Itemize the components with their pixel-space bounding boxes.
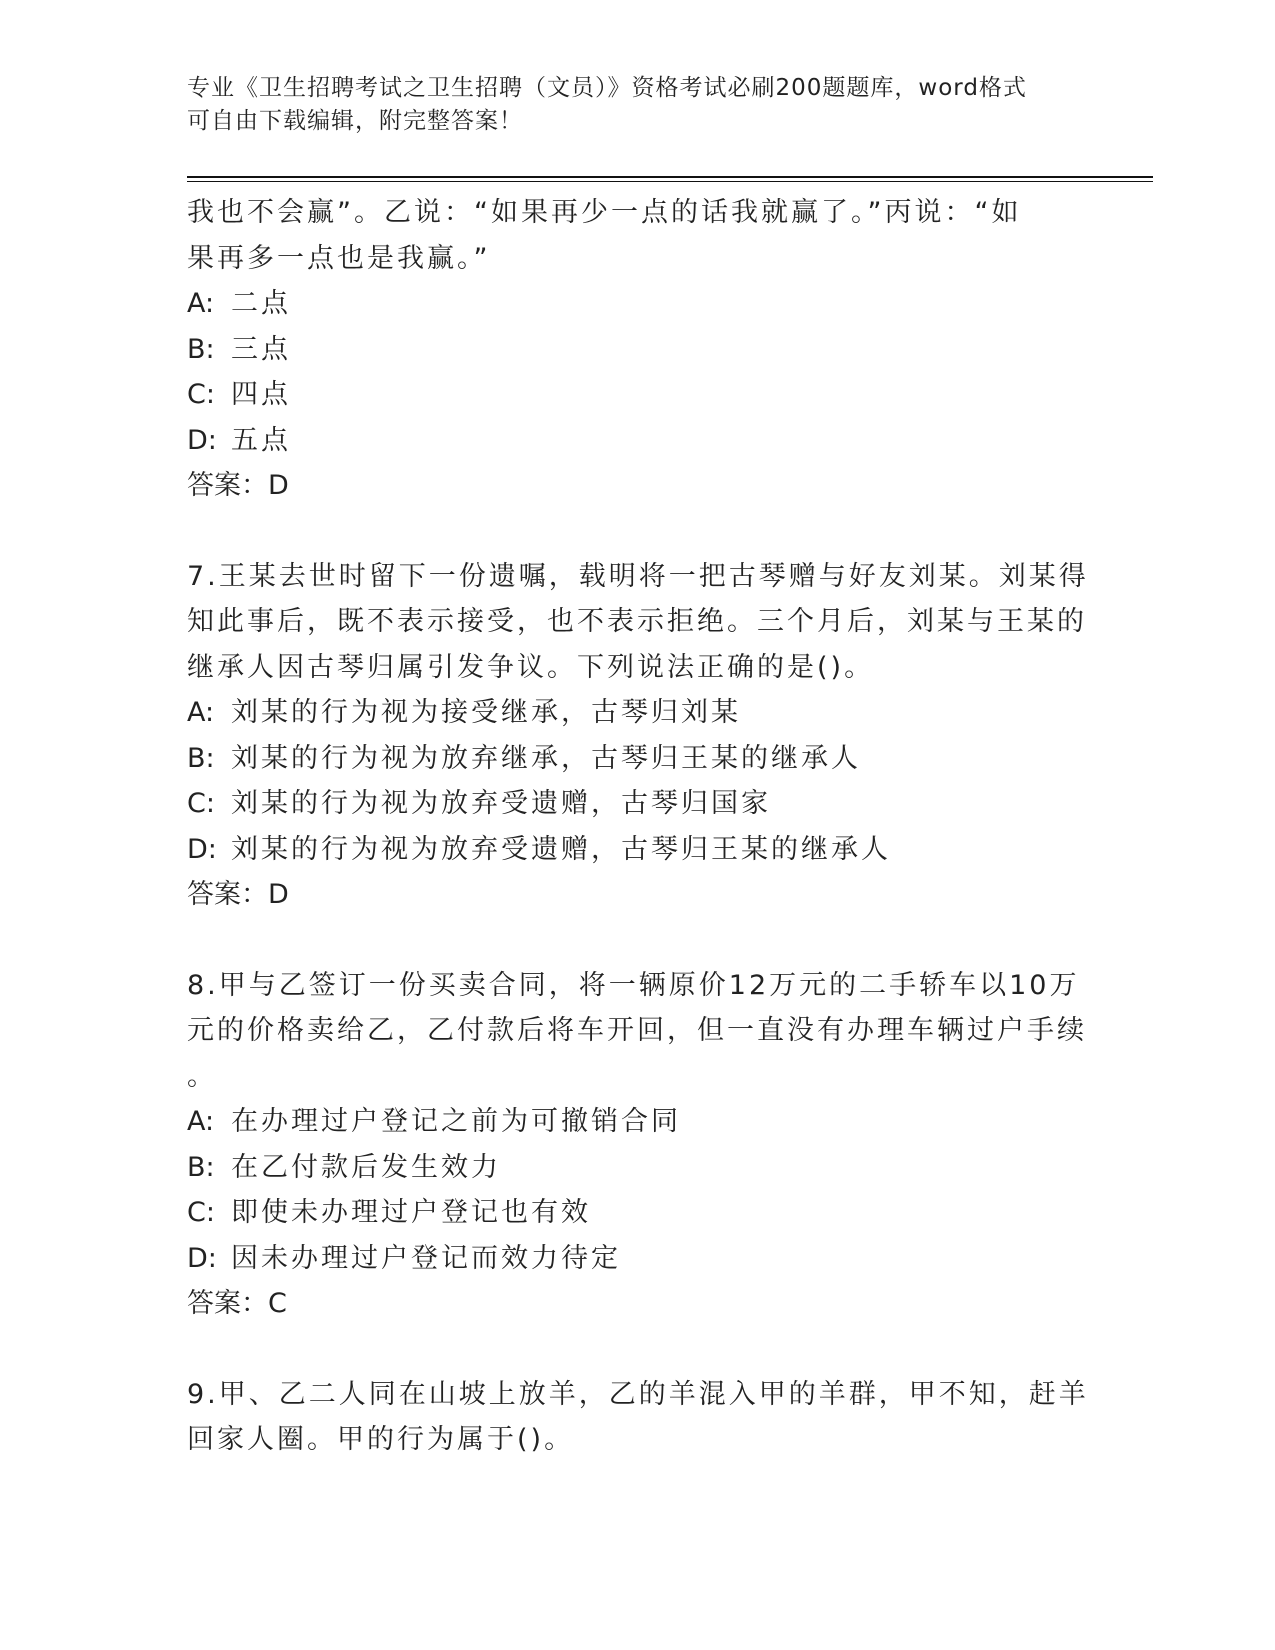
question-stem-line: 7.王某去世时留下一份遗嘱，载明将一把古琴赠与好友刘某。刘某得 — [187, 560, 1089, 592]
option-d — [187, 827, 1067, 873]
question-stem-line: 回家人圈。甲的行为属于()。 — [187, 1424, 575, 1455]
option-text: 在乙付款后发生效力 — [231, 1151, 501, 1183]
answer-line: 答案：C — [187, 1288, 287, 1319]
option-key: B: — [187, 1151, 215, 1183]
option-text: 刘某的行为视为放弃继承，古琴归王某的继承人 — [231, 742, 861, 774]
option-key: A: — [187, 697, 215, 728]
option-key: C: — [187, 1197, 215, 1228]
option-key: C: — [187, 379, 215, 410]
option-text: 刘某的行为视为放弃受遗赠，古琴归王某的继承人 — [231, 833, 891, 865]
option-text: 刘某的行为视为接受继承，古琴归刘某 — [231, 697, 741, 728]
option-key: A: — [187, 288, 215, 319]
option-key: B: — [187, 742, 215, 774]
question-content — [187, 190, 1089, 1463]
question-stem-line: 继承人因古琴归属引发争议。下列说法正确的是()。 — [187, 651, 875, 683]
spacer — [187, 509, 1067, 554]
option-text: 二点 — [231, 288, 291, 319]
option-text: 四点 — [231, 379, 291, 410]
question-block — [187, 963, 1087, 1327]
spacer — [187, 918, 1067, 963]
option-text: 五点 — [231, 424, 291, 456]
header-line-2: 可自由下载编辑，附完整答案！ — [187, 108, 523, 134]
question-stem-line: 9.甲、乙二人同在山坡上放羊，乙的羊混入甲的羊群，甲不知，赶羊 — [187, 1378, 1089, 1410]
option-key: B: — [187, 333, 215, 365]
option-key: D: — [187, 424, 217, 456]
option-b — [187, 327, 1067, 373]
header-divider — [187, 176, 1153, 178]
option-c — [187, 781, 1067, 827]
answer-line: 答案：D — [187, 879, 289, 910]
question-block — [187, 1372, 1089, 1463]
option-key: D: — [187, 1242, 217, 1274]
question-block — [187, 190, 1067, 509]
page-header — [187, 72, 1087, 138]
question-stem-line: 。 — [187, 1060, 217, 1092]
question-stem-line: 元的价格卖给乙，乙付款后将车开回，但一直没有办理车辆过户手续 — [187, 1015, 1087, 1046]
question-stem-line: 果再多一点也是我赢。” — [187, 242, 491, 274]
header-divider-thin — [187, 181, 1153, 182]
option-c — [187, 1190, 1067, 1236]
question-block — [187, 554, 1089, 918]
option-d — [187, 1236, 1067, 1282]
question-stem-line: 8.甲与乙签订一份买卖合同，将一辆原价12万元的二手轿车以10万 — [187, 969, 1080, 1001]
option-text: 刘某的行为视为放弃受遗赠，古琴归国家 — [231, 788, 771, 819]
option-b — [187, 1145, 1067, 1191]
option-text: 三点 — [231, 333, 291, 365]
question-stem-line: 知此事后，既不表示接受，也不表示拒绝。三个月后，刘某与王某的 — [187, 606, 1087, 637]
option-text: 在办理过户登记之前为可撤销合同 — [231, 1106, 681, 1137]
option-a — [187, 1099, 1067, 1145]
option-b — [187, 736, 1067, 782]
option-a — [187, 281, 1067, 327]
answer-line: 答案：D — [187, 470, 289, 501]
spacer — [187, 1327, 1067, 1372]
header-line-1: 专业《卫生招聘考试之卫生招聘（文员）》资格考试必刷200题题库，word格式 — [187, 75, 1027, 101]
option-key: A: — [187, 1106, 215, 1137]
option-key: D: — [187, 833, 217, 865]
option-a — [187, 690, 1067, 736]
option-text: 因未办理过户登记而效力待定 — [231, 1242, 621, 1274]
option-d — [187, 418, 1067, 464]
option-c — [187, 372, 1067, 418]
option-key: C: — [187, 788, 215, 819]
option-text: 即使未办理过户登记也有效 — [231, 1197, 591, 1228]
question-stem-line: 我也不会赢”。乙说：“如果再少一点的话我就赢了。”丙说：“如 — [187, 197, 1022, 228]
